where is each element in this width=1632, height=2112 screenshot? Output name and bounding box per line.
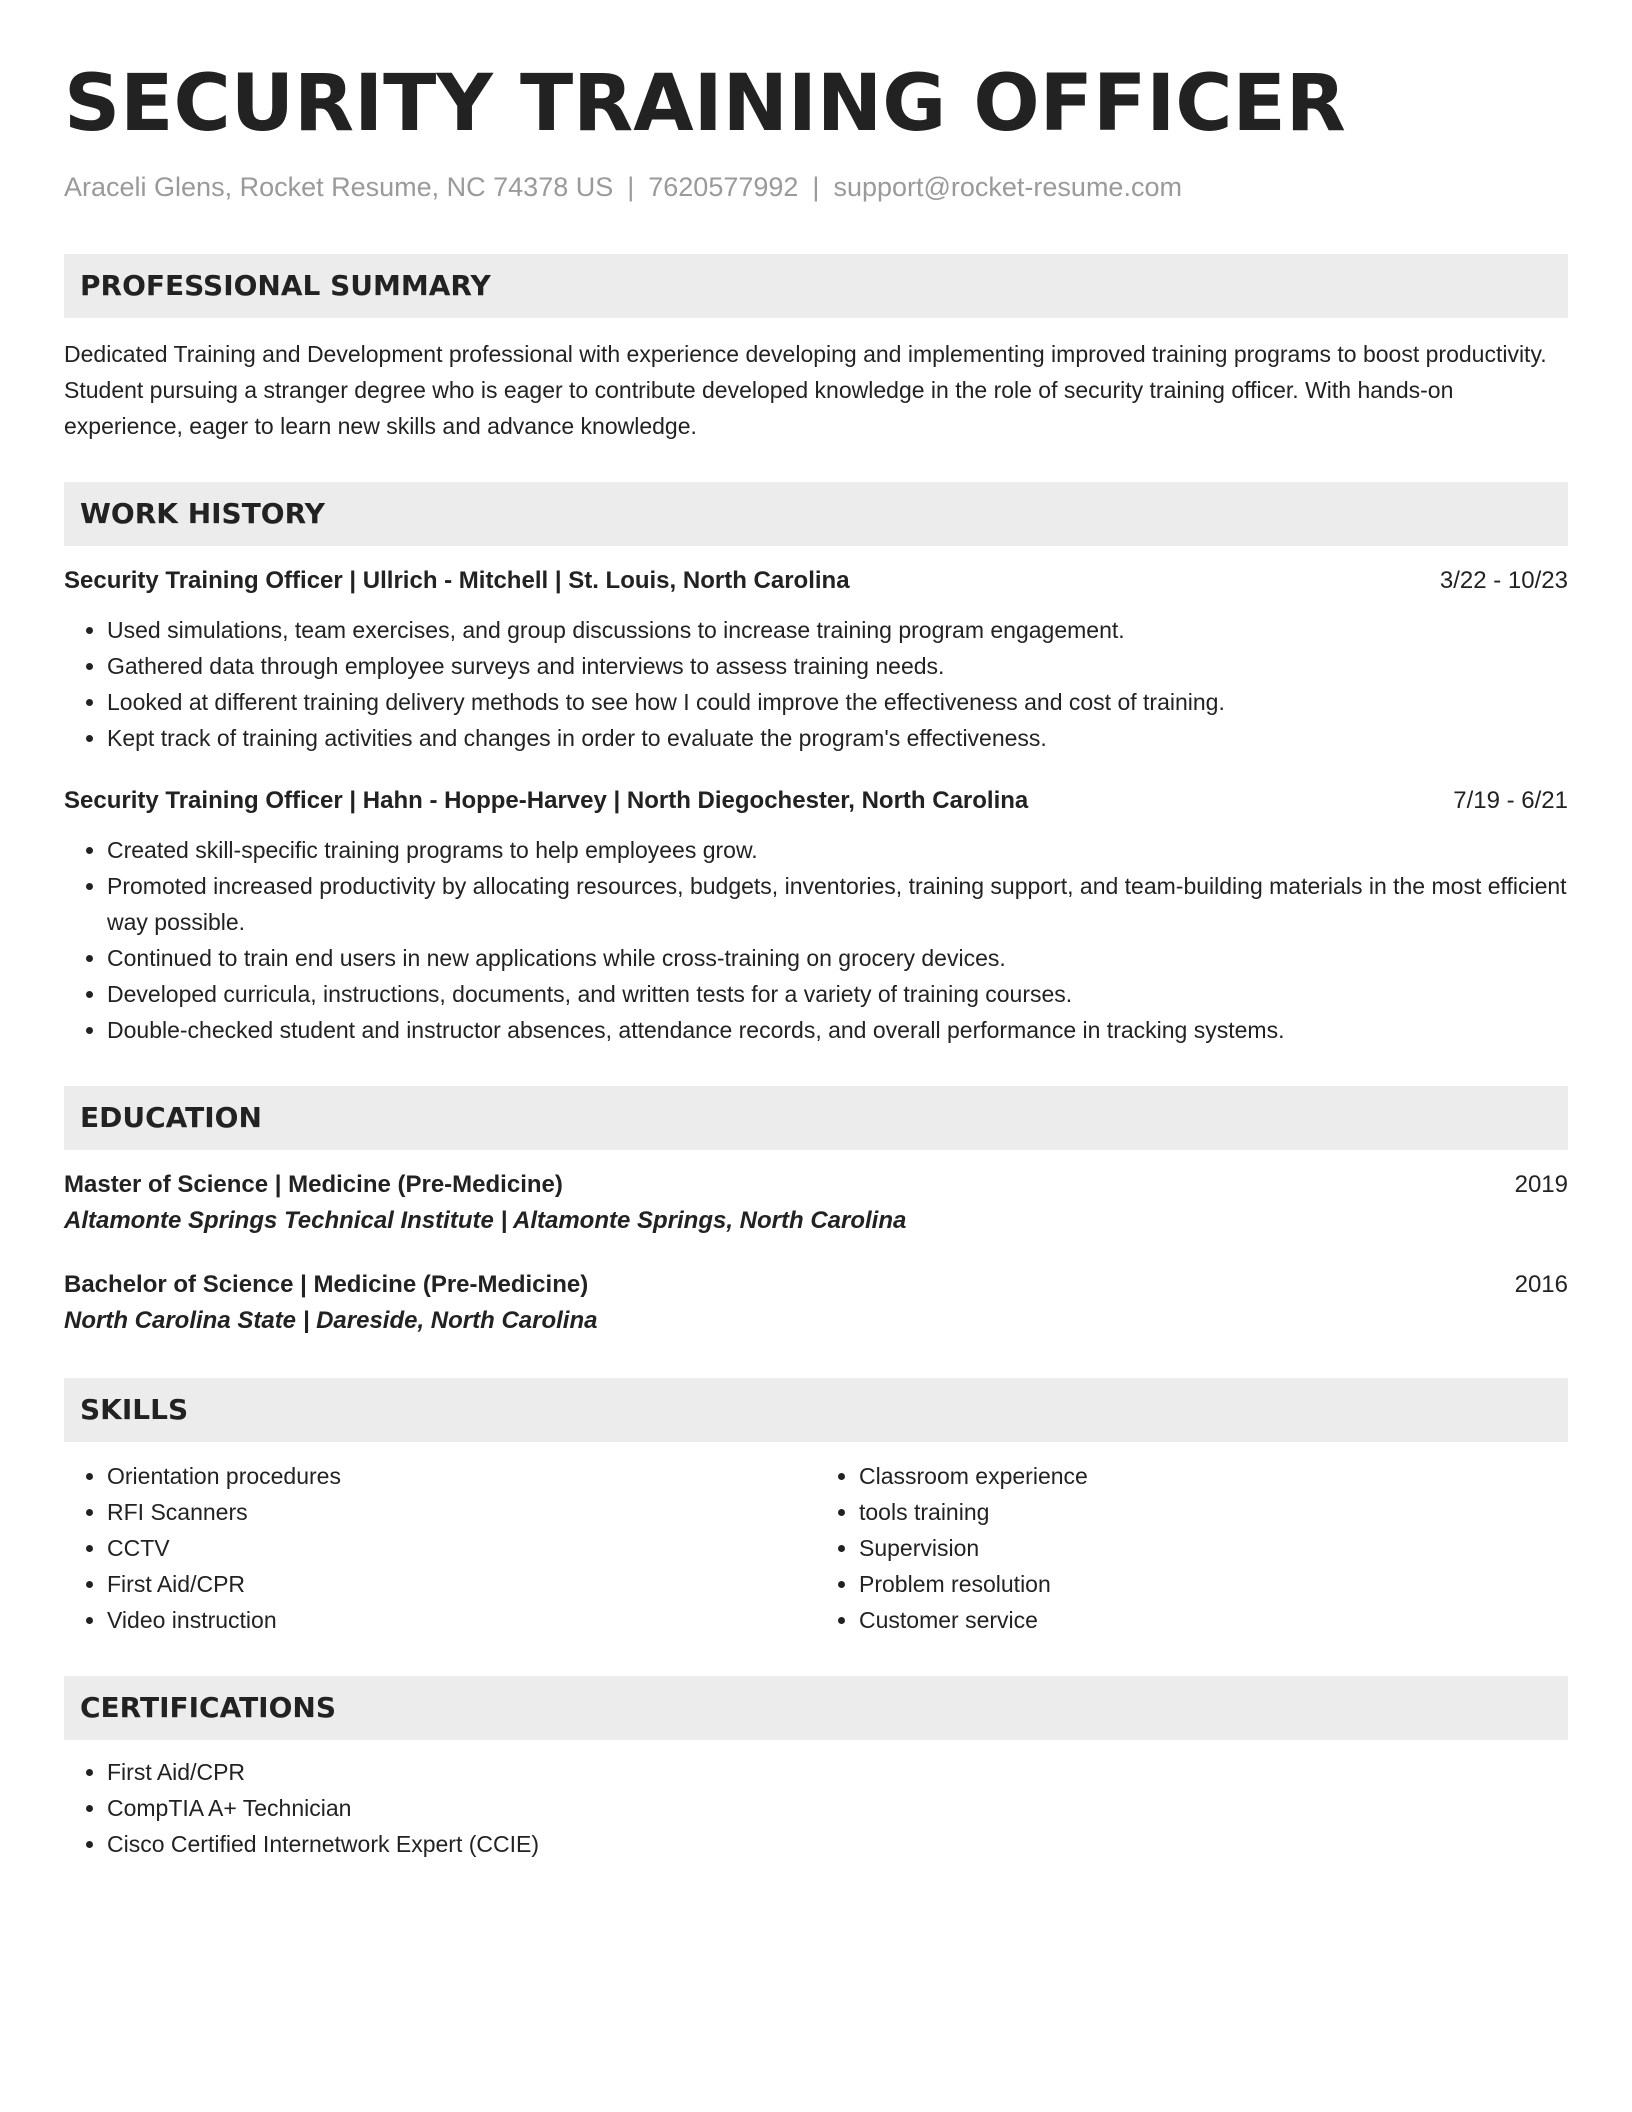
job-bullet: • Kept track of training activities and changes in order to evaluate the program's effectiveness. bbox=[107, 720, 1568, 756]
job-dates: 3/22 - 10/23 bbox=[1439, 567, 1568, 594]
job-entry bbox=[64, 564, 1568, 756]
education-school: Altamonte Springs Technical Institute | Altamonte Springs, North Carolina bbox=[64, 1207, 907, 1234]
skill-item: • Problem resolution bbox=[859, 1566, 1568, 1602]
job-title: Security Training Officer | Hahn - Hoppe-Harvey | North Diegochester, North Carolina bbox=[64, 787, 1029, 814]
education-header bbox=[64, 1268, 1568, 1302]
skills-list bbox=[64, 1458, 1568, 1638]
job-bullet: • Continued to train end users in new applications while cross-training on grocery devices. bbox=[107, 940, 1568, 976]
skill-item: • CCTV bbox=[107, 1530, 816, 1566]
contact-separator: | bbox=[812, 172, 820, 202]
education-degree: Bachelor of Science | Medicine (Pre-Medicine) bbox=[64, 1271, 589, 1298]
job-title: Security Training Officer | Ullrich - Mitchell | St. Louis, North Carolina bbox=[64, 567, 850, 594]
job-bullet: • Double-checked student and instructor absences, attendance records, and overall performance in tracking systems. bbox=[107, 1012, 1568, 1048]
job-entry bbox=[64, 784, 1568, 1048]
education-degree: Master of Science | Medicine (Pre-Medicine) bbox=[64, 1171, 563, 1198]
job-bullet: • Used simulations, team exercises, and group discussions to increase training program engagement. bbox=[107, 612, 1568, 648]
certification-item: • First Aid/CPR bbox=[107, 1754, 1568, 1790]
job-bullet: • Developed curricula, instructions, documents, and written tests for a variety of training courses. bbox=[107, 976, 1568, 1012]
certification-item: • Cisco Certified Internetwork Expert (CCIE) bbox=[107, 1826, 1568, 1862]
job-bullets bbox=[64, 612, 1568, 756]
job-bullet: • Gathered data through employee surveys and interviews to assess training needs. bbox=[107, 648, 1568, 684]
summary-text: Dedicated Training and Development professional with experience developing and implementing improved training programs to boost productivity. Student pursuing a stranger degree who is eager to contribute developed knowledge in the role of security training officer. With hands-on experience, eager to learn new skills and advance knowledge. bbox=[64, 341, 1547, 439]
contact-phone: 7620577992 bbox=[648, 172, 799, 202]
section-heading-skills: SKILLS bbox=[64, 1378, 1568, 1442]
skill-item: • Orientation procedures bbox=[107, 1458, 816, 1494]
certifications-list bbox=[64, 1754, 1568, 1862]
skill-item: • Supervision bbox=[859, 1530, 1568, 1566]
section-heading-work-history: WORK HISTORY bbox=[64, 482, 1568, 546]
skills-column-right bbox=[816, 1458, 1568, 1638]
education-header bbox=[64, 1168, 1568, 1202]
contact-line bbox=[64, 170, 1568, 204]
job-bullets bbox=[64, 832, 1568, 1048]
skill-item: • First Aid/CPR bbox=[107, 1566, 816, 1602]
skill-item: • Classroom experience bbox=[859, 1458, 1568, 1494]
candidate-title: SECURITY TRAINING OFFICER bbox=[64, 59, 1346, 149]
skills-column-left bbox=[64, 1458, 816, 1638]
job-header bbox=[64, 784, 1568, 818]
education-entry bbox=[64, 1168, 1568, 1240]
education-year: 2016 bbox=[1514, 1271, 1568, 1298]
education-school: North Carolina State | Dareside, North Carolina bbox=[64, 1307, 598, 1334]
certification-item: • CompTIA A+ Technician bbox=[107, 1790, 1568, 1826]
contact-address: Araceli Glens, Rocket Resume, NC 74378 US bbox=[64, 172, 614, 202]
job-bullet: • Looked at different training delivery methods to see how I could improve the effectiveness and cost of training. bbox=[107, 684, 1568, 720]
skill-item: • Customer service bbox=[859, 1602, 1568, 1638]
skill-item: • tools training bbox=[859, 1494, 1568, 1530]
section-heading-summary: PROFESSIONAL SUMMARY bbox=[64, 254, 1568, 318]
education-year: 2019 bbox=[1514, 1171, 1568, 1198]
section-heading-certifications: CERTIFICATIONS bbox=[64, 1676, 1568, 1740]
job-bullet: • Promoted increased productivity by allocating resources, budgets, inventories, training support, and team-building materials in the most efficient way possible. bbox=[107, 868, 1568, 940]
contact-separator: | bbox=[627, 172, 635, 202]
section-heading-education: EDUCATION bbox=[64, 1086, 1568, 1150]
job-bullet: • Created skill-specific training programs to help employees grow. bbox=[107, 832, 1568, 868]
job-header bbox=[64, 564, 1568, 598]
job-dates: 7/19 - 6/21 bbox=[1453, 787, 1568, 814]
skill-item: • Video instruction bbox=[107, 1602, 816, 1638]
contact-email: support@rocket-resume.com bbox=[833, 172, 1182, 202]
education-entry bbox=[64, 1268, 1568, 1340]
skill-item: • RFI Scanners bbox=[107, 1494, 816, 1530]
